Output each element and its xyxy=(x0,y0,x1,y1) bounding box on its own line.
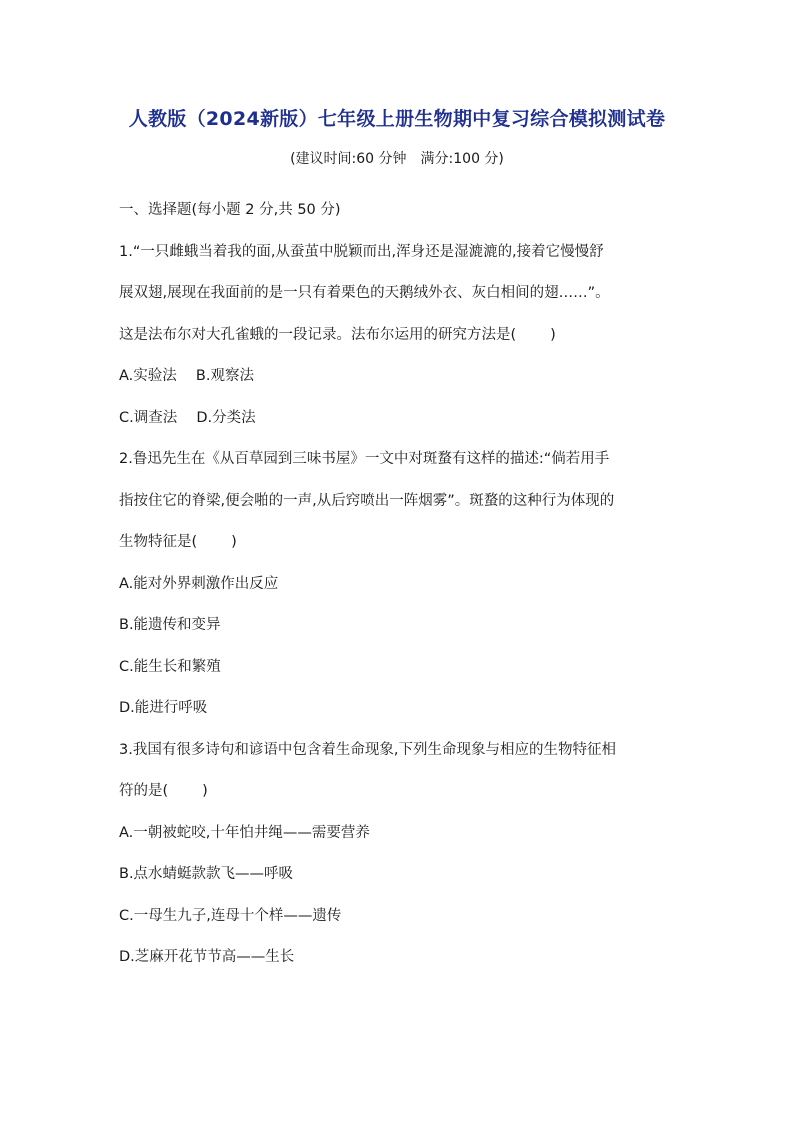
answer-option: B.点水蜻蜓款款飞——呼吸 xyxy=(119,866,294,882)
question-text-line xyxy=(119,522,679,564)
question-stem: 这是法布尔对大孔雀蛾的一段记录。法布尔运用的研究方法是( xyxy=(119,326,517,343)
page-title: 人教版（2024新版）七年级上册生物期中复习综合模拟测试卷 xyxy=(128,108,666,130)
question-text-line: 展双翅,展现在我面前的是一只有着栗色的天鹅绒外衣、灰白相间的翅……”。 xyxy=(119,285,610,301)
answer-option: A.一朝被蛇咬,十年怕井绳——需要营养 xyxy=(119,824,370,841)
question-stem: 生物特征是( xyxy=(119,534,198,550)
question-2 xyxy=(119,439,679,730)
question-text-line: 3.我国有很多诗句和谚语中包含着生命现象,下列生命现象与相应的生物特征相 xyxy=(119,741,616,758)
answer-option: C.能生长和繁殖 xyxy=(119,658,221,675)
closing-paren: ) xyxy=(550,326,556,343)
answer-option: C.一母生九子,连母十个样——遗传 xyxy=(119,907,342,924)
closing-paren: ) xyxy=(202,783,208,799)
answer-option: D.芝麻开花节节高——生长 xyxy=(119,949,295,965)
question-text-line xyxy=(119,315,679,357)
answer-option: D.能进行呼吸 xyxy=(119,700,208,716)
question-text-line xyxy=(119,771,679,813)
question-stem: 符的是( xyxy=(119,783,169,799)
section-heading: 一、选择题(每小题 2 分,共 50 分) xyxy=(119,202,341,218)
answer-option: C.调查法 D.分类法 xyxy=(119,409,256,426)
answer-option: A.能对外界刺激作出反应 xyxy=(119,575,279,592)
exam-info: (建议时间:60 分钟 满分:100 分) xyxy=(290,151,504,167)
question-3 xyxy=(119,730,679,979)
question-1 xyxy=(119,232,679,440)
question-text-line: 2.鲁迅先生在《从百草园到三味书屋》一文中对斑蝥有这样的描述:“倘若用手 xyxy=(119,451,610,467)
closing-paren: ) xyxy=(231,534,237,550)
answer-option: B.能遗传和变异 xyxy=(119,617,221,633)
question-text-line: 1.“一只雌蛾当着我的面,从蚕茧中脱颖而出,浑身还是湿漉漉的,接着它慢慢舒 xyxy=(119,243,604,260)
question-content xyxy=(119,190,679,979)
answer-option: A.实验法 B.观察法 xyxy=(119,368,254,384)
question-text-line: 指按住它的脊梁,便会啪的一声,从后窍喷出一阵烟雾”。斑蝥的这种行为体现的 xyxy=(119,492,615,509)
